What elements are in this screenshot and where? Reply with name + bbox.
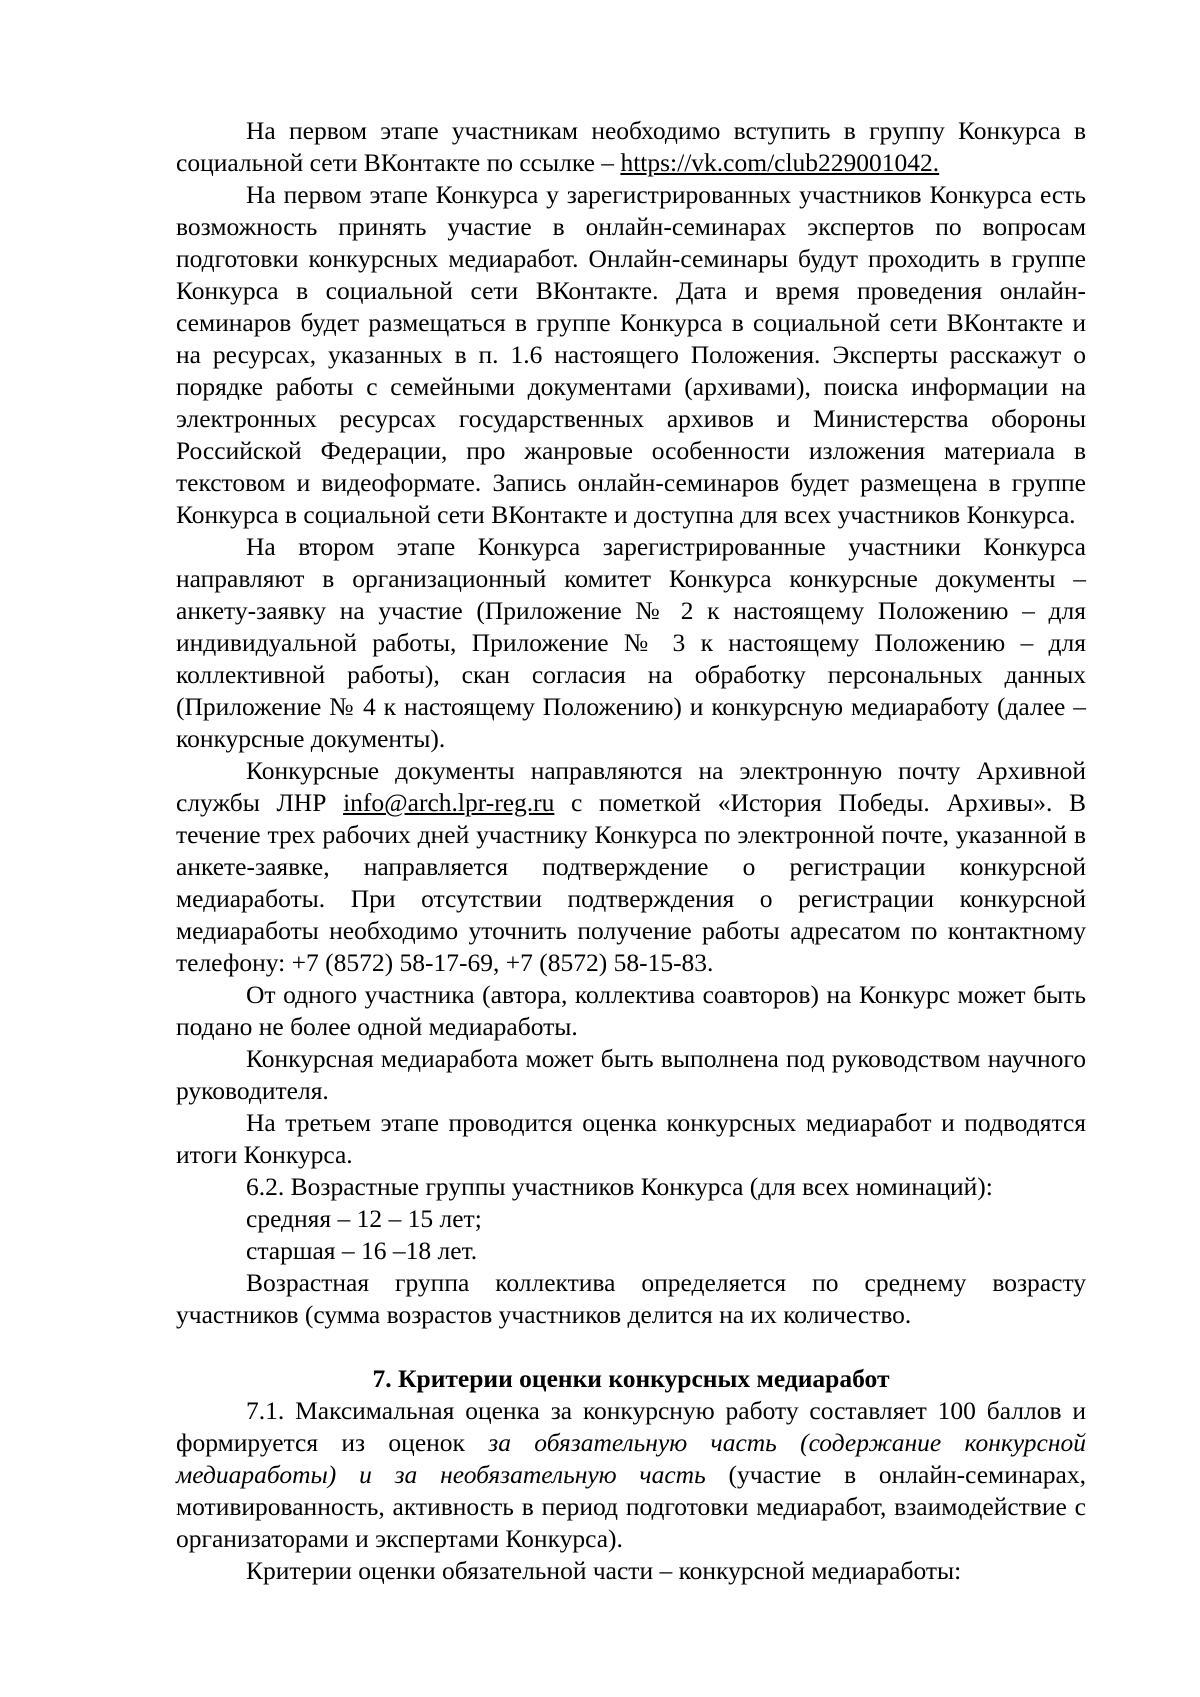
paragraph-submission <box>176 755 1086 979</box>
paragraph-second-stage: На втором этапе Конкурса зарегистрированные участники Конкурса направляют в организационный комитет Конкурса конкурсные документы – анкету-заявку на участие (Приложение № 2 к настоящему Положению – для индивидуальной работы, Приложение № 3 к настоящему Положению – для коллективной работы), скан согласия на обработку персональных данных (Приложение № 4 к настоящему Положению) и конкурсную медиаработу (далее – конкурсные документы). <box>176 532 1086 753</box>
paragraph-team-age: Возрастная группа коллектива определяется по среднему возрасту участников (сумма возрастов участников делится на их количество. <box>176 1268 1086 1329</box>
paragraph-one-work-limit: От одного участника (автора, коллектива соавторов) на Конкурс может быть подано не более одной медиаработы. <box>176 980 1086 1041</box>
paragraph-max-score <box>176 1395 1086 1555</box>
max-score-text-c: (участие в онлайн-семинарах, мотивированность, активность в период подготовки медиаработ, взаимодействие с организаторами и экспертами Конкурса). <box>176 1460 1087 1553</box>
vk-group-link[interactable]: https://vk.com/club229001042. <box>620 148 940 177</box>
paragraph-age-groups: 6.2. Возрастные группы участников Конкурса (для всех номинаций): <box>246 1172 993 1201</box>
paragraph-third-stage: На третьем этапе проводится оценка конкурсных медиаработ и подводятся итоги Конкурса. <box>176 1108 1086 1169</box>
age-group-senior: старшая – 16 –18 лет. <box>246 1236 478 1265</box>
paragraph-join-group <box>176 115 1086 179</box>
max-score-optional-part: и за необязательную часть <box>359 1460 706 1489</box>
join-group-text: На первом этапе участникам необходимо вступить в группу Конкурса в социальной сети ВКонтакте по ссылке – <box>176 116 1086 177</box>
archive-email-link[interactable]: info@arch.lpr-reg.ru <box>343 788 555 817</box>
submission-text-before: Конкурсные документы направляются на электронную почту Архивной службы ЛНР <box>176 756 1086 817</box>
document-body <box>176 115 1086 1587</box>
max-score-space <box>336 1460 359 1489</box>
paragraph-supervisor: Конкурсная медиаработа может быть выполнена под руководством научного руководителя. <box>176 1044 1086 1105</box>
max-score-mandatory-part: за обязательную часть (содержание конкурсной медиаработы) <box>176 1428 1086 1489</box>
paragraph-criteria-intro: Критерии оценки обязательной части – конкурсной медиаработы: <box>246 1556 962 1585</box>
section-heading-criteria: 7. Критерии оценки конкурсных медиаработ <box>372 1364 890 1393</box>
age-group-middle: средняя – 12 – 15 лет; <box>246 1204 482 1233</box>
max-score-text-a: 7.1. Максимальная оценка за конкурсную работу составляет 100 баллов и формируется из оценок <box>176 1396 1086 1457</box>
paragraph-online-seminars: На первом этапе Конкурса у зарегистрированных участников Конкурса есть возможность принять участие в онлайн-семинарах экспертов по вопросам подготовки конкурсных медиаработ. Онлайн-семинары будут проходить в группе Конкурса в социальной сети ВКонтакте. Дата и время проведения онлайн-семинаров будет размещаться в группе Конкурса в социальной сети ВКонтакте и на ресурсах, указанных в п. 1.6 настоящего Положения. Эксперты расскажут о порядке работы с семейными документами (архивами), поиска информации на электронных ресурсах государственных архивов и Министерства обороны Российской Федерации, про жанровые особенности изложения материала в текстовом и видеоформате. Запись онлайн-семинаров будет размещена в группе Конкурса в социальной сети ВКонтакте и доступна для всех участников Конкурса. <box>176 180 1086 529</box>
submission-text-after: с пометкой «История Победы. Архивы». В течение трех рабочих дней участнику Конкурса по электронной почте, указанной в анкете-заявке, направляется подтверждение о регистрации конкурсной медиаработы. При отсутствии подтверждения о регистрации конкурсной медиаработы необходимо уточнить получение работы адресатом по контактному телефону: +7 (8572) 58-17-69, +7 (8572) 58-15-83. <box>176 788 1086 977</box>
